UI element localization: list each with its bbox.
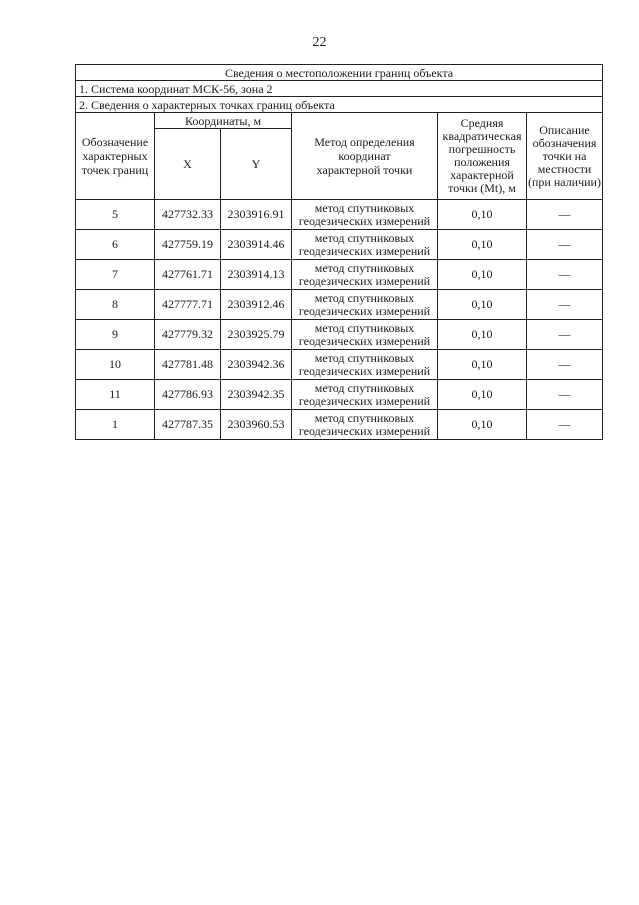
header-row-1 [76,113,603,129]
cell-accuracy: 0,10 [438,380,527,410]
header-description: Описание обозначения точки на местности (при наличии) [527,113,603,200]
cell-description: — [527,410,603,440]
cell-y: 2303925.79 [221,320,292,350]
cell-accuracy: 0,10 [438,320,527,350]
cell-method: метод спутниковых геодезических измерений [292,260,438,290]
cell-x: 427761.71 [155,260,221,290]
header-y: Y [221,129,292,200]
cell-point: 5 [76,200,155,230]
header-coordinates: Координаты, м [155,113,292,129]
cell-description: — [527,260,603,290]
header-x: X [155,129,221,200]
table-row [76,380,603,410]
cell-description: — [527,320,603,350]
table-row [76,200,603,230]
cell-point: 9 [76,320,155,350]
cell-point: 10 [76,350,155,380]
table-row [76,230,603,260]
cell-x: 427786.93 [155,380,221,410]
cell-description: — [527,230,603,260]
cell-accuracy: 0,10 [438,230,527,260]
cell-point: 1 [76,410,155,440]
cell-y: 2303942.35 [221,380,292,410]
cell-y: 2303942.36 [221,350,292,380]
cell-x: 427777.71 [155,290,221,320]
cell-y: 2303914.46 [221,230,292,260]
cell-x: 427781.48 [155,350,221,380]
cell-point: 7 [76,260,155,290]
cell-description: — [527,380,603,410]
cell-description: — [527,350,603,380]
cell-accuracy: 0,10 [438,290,527,320]
cell-x: 427779.32 [155,320,221,350]
cell-method: метод спутниковых геодезических измерений [292,200,438,230]
cell-accuracy: 0,10 [438,410,527,440]
cell-x: 427759.19 [155,230,221,260]
table-row [76,260,603,290]
cell-method: метод спутниковых геодезических измерений [292,230,438,260]
boundary-points-table [75,64,603,440]
cell-accuracy: 0,10 [438,350,527,380]
cell-point: 11 [76,380,155,410]
section-title: 2. Сведения о характерных точках границ объекта [76,97,603,113]
section-row [76,97,603,113]
cell-y: 2303914.13 [221,260,292,290]
cell-x: 427787.35 [155,410,221,440]
cell-description: — [527,290,603,320]
cell-y: 2303912.46 [221,290,292,320]
cell-method: метод спутниковых геодезических измерений [292,350,438,380]
table-row [76,410,603,440]
table-body [76,200,603,440]
coord-system-row [76,81,603,97]
cell-x: 427732.33 [155,200,221,230]
table-title-row [76,65,603,81]
cell-method: метод спутниковых геодезических измерений [292,380,438,410]
header-method: Метод определения координат характерной точки [292,113,438,200]
table-row [76,290,603,320]
cell-y: 2303916.91 [221,200,292,230]
page-number: 22 [312,35,327,50]
cell-accuracy: 0,10 [438,200,527,230]
coord-system: 1. Система координат МСК-56, зона 2 [76,81,603,97]
cell-method: метод спутниковых геодезических измерений [292,320,438,350]
header-point-designation: Обозначение характерных точек границ [76,113,155,200]
table-row [76,350,603,380]
table-title: Сведения о местоположении границ объекта [76,65,603,81]
cell-method: метод спутниковых геодезических измерений [292,410,438,440]
cell-accuracy: 0,10 [438,260,527,290]
cell-point: 8 [76,290,155,320]
cell-y: 2303960.53 [221,410,292,440]
cell-method: метод спутниковых геодезических измерений [292,290,438,320]
cell-point: 6 [76,230,155,260]
cell-description: — [527,200,603,230]
header-accuracy: Средняя квадратическая погрешность положения характерной точки (Mt), м [438,113,527,200]
table-row [76,320,603,350]
